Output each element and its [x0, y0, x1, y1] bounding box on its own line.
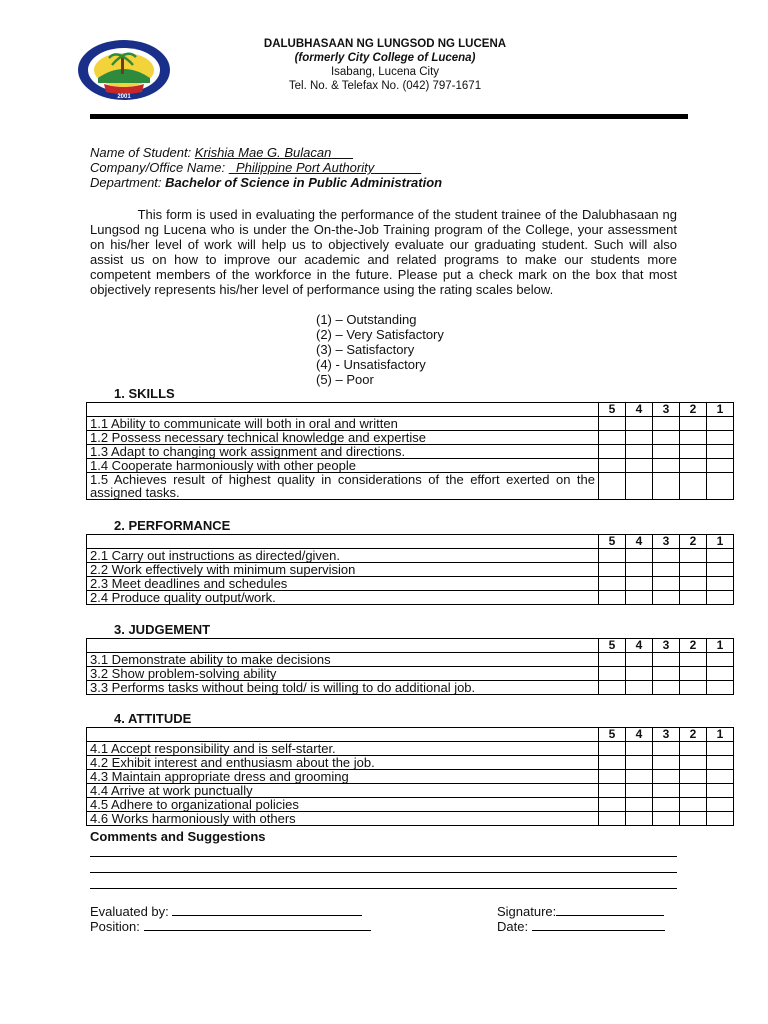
rating-box[interactable] — [680, 756, 707, 770]
rating-box[interactable] — [680, 812, 707, 826]
table-row — [87, 742, 734, 756]
table-row — [87, 812, 734, 826]
table-row — [87, 784, 734, 798]
table-row — [87, 653, 734, 667]
rating-box[interactable] — [599, 784, 626, 798]
col-head-3: 3 — [653, 639, 680, 653]
col-head-1: 1 — [707, 535, 734, 549]
attitude-rating-table — [86, 727, 734, 826]
col-head-5: 5 — [599, 728, 626, 742]
rating-box[interactable] — [707, 459, 734, 473]
rating-box[interactable] — [626, 473, 653, 500]
criterion: 1.1 Ability to communicate will both in oral and written — [87, 417, 599, 431]
rating-box[interactable] — [653, 812, 680, 826]
rating-box[interactable] — [626, 681, 653, 695]
position-field[interactable] — [144, 919, 371, 931]
date-row — [497, 919, 665, 934]
rating-box[interactable] — [653, 549, 680, 563]
rating-box[interactable] — [707, 653, 734, 667]
signature-field[interactable] — [556, 904, 664, 916]
rating-box[interactable] — [626, 577, 653, 591]
rating-box[interactable] — [626, 417, 653, 431]
former-name: (formerly City College of Lucena) — [294, 52, 476, 64]
criterion: 1.2 Possess necessary technical knowledge and expertise — [87, 431, 599, 445]
col-head-4: 4 — [626, 403, 653, 417]
rating-box[interactable] — [626, 431, 653, 445]
criterion: 1.4 Cooperate harmoniously with other people — [87, 459, 599, 473]
institution-name: DALUBHASAAN NG LUNGSOD NG LUCENA — [263, 38, 507, 50]
rating-box[interactable] — [707, 577, 734, 591]
col-head-2: 2 — [680, 728, 707, 742]
table-row — [87, 770, 734, 784]
rating-box[interactable] — [626, 445, 653, 459]
student-name-value: Krishia Mae G. Bulacan — [194, 145, 332, 160]
rating-box[interactable] — [653, 591, 680, 605]
rating-box[interactable] — [626, 742, 653, 756]
comments-title: Comments and Suggestions — [90, 829, 266, 844]
department-label: Department: — [90, 175, 162, 190]
comment-line-2[interactable] — [90, 872, 677, 873]
college-seal-logo — [76, 38, 172, 102]
criterion: 4.4 Arrive at work punctually — [87, 784, 599, 798]
rating-box[interactable] — [626, 756, 653, 770]
table-row — [87, 549, 734, 563]
company-value: Philippine Port Authority — [235, 160, 375, 175]
rating-box[interactable] — [599, 417, 626, 431]
rating-box[interactable] — [707, 549, 734, 563]
rating-box[interactable] — [653, 798, 680, 812]
criterion: 2.1 Carry out instructions as directed/given. — [87, 549, 599, 563]
rating-box[interactable] — [680, 431, 707, 445]
criterion: 1.5 Achieves result of highest quality in considerations of the effort exerted on the assigned tasks. — [87, 473, 599, 500]
col-head-5: 5 — [599, 639, 626, 653]
col-head-2: 2 — [680, 535, 707, 549]
department-row — [90, 175, 442, 190]
table-row — [87, 667, 734, 681]
rating-box[interactable] — [599, 653, 626, 667]
rating-box[interactable] — [626, 798, 653, 812]
rating-box[interactable] — [626, 459, 653, 473]
rating-box[interactable] — [599, 431, 626, 445]
performance-rating-table — [86, 534, 734, 605]
rating-box[interactable] — [653, 473, 680, 500]
rating-box[interactable] — [626, 812, 653, 826]
table-row — [87, 591, 734, 605]
rating-box[interactable] — [599, 459, 626, 473]
criterion: 4.3 Maintain appropriate dress and grooming — [87, 770, 599, 784]
col-head-3: 3 — [653, 403, 680, 417]
rating-box[interactable] — [626, 591, 653, 605]
rating-box[interactable] — [653, 756, 680, 770]
scale-item: (2) – Very Satisfactory — [316, 327, 444, 342]
judgement-rating-table — [86, 638, 734, 695]
col-head-4: 4 — [626, 639, 653, 653]
rating-box[interactable] — [707, 563, 734, 577]
rating-box[interactable] — [653, 563, 680, 577]
criterion: 4.6 Works harmoniously with others — [87, 812, 599, 826]
evaluated-by-label: Evaluated by: — [90, 904, 169, 919]
rating-box[interactable] — [599, 681, 626, 695]
table-row — [87, 798, 734, 812]
rating-box[interactable] — [653, 445, 680, 459]
rating-box[interactable] — [680, 667, 707, 681]
col-head-4: 4 — [626, 535, 653, 549]
scale-item: (5) – Poor — [316, 372, 374, 387]
rating-box[interactable] — [626, 784, 653, 798]
col-head-5: 5 — [599, 535, 626, 549]
rating-box[interactable] — [599, 742, 626, 756]
department-value: Bachelor of Science in Public Administration — [165, 175, 443, 190]
rating-box[interactable] — [599, 577, 626, 591]
date-field[interactable] — [532, 919, 665, 931]
rating-box[interactable] — [653, 431, 680, 445]
table-row — [87, 445, 734, 459]
signature-row — [497, 904, 664, 919]
rating-box[interactable] — [599, 770, 626, 784]
rating-box[interactable] — [653, 577, 680, 591]
rating-box[interactable] — [680, 473, 707, 500]
criterion: 3.3 Performs tasks without being told/ is willing to do additional job. — [87, 681, 599, 695]
student-name-row — [90, 145, 353, 160]
col-head-5: 5 — [599, 403, 626, 417]
rating-box[interactable] — [680, 577, 707, 591]
rating-box[interactable] — [653, 770, 680, 784]
rating-box[interactable] — [707, 445, 734, 459]
criterion: 2.4 Produce quality output/work. — [87, 591, 599, 605]
rating-box[interactable] — [707, 812, 734, 826]
rating-box[interactable] — [626, 667, 653, 681]
rating-box[interactable] — [707, 431, 734, 445]
rating-box[interactable] — [653, 667, 680, 681]
rating-box[interactable] — [707, 742, 734, 756]
rating-box[interactable] — [653, 653, 680, 667]
rating-box[interactable] — [680, 417, 707, 431]
table-row — [87, 563, 734, 577]
rating-scale-legend — [316, 312, 444, 387]
rating-box[interactable] — [707, 756, 734, 770]
rating-box[interactable] — [680, 784, 707, 798]
section-title-skills: 1. SKILLS — [114, 386, 175, 401]
rating-box[interactable] — [680, 591, 707, 605]
rating-box[interactable] — [707, 798, 734, 812]
rating-box[interactable] — [680, 459, 707, 473]
rating-box[interactable] — [680, 770, 707, 784]
rating-box[interactable] — [680, 549, 707, 563]
rating-box[interactable] — [626, 563, 653, 577]
position-label: Position: — [90, 919, 140, 934]
table-row — [87, 459, 734, 473]
section-title-performance: 2. PERFORMANCE — [114, 518, 231, 533]
col-head-4: 4 — [626, 728, 653, 742]
rating-box[interactable] — [707, 591, 734, 605]
rating-box[interactable] — [599, 756, 626, 770]
company-row — [90, 160, 421, 175]
rating-box[interactable] — [680, 798, 707, 812]
col-head-1: 1 — [707, 639, 734, 653]
rating-box[interactable] — [707, 417, 734, 431]
evaluated-by-row — [90, 904, 362, 919]
scale-item: (1) – Outstanding — [316, 312, 417, 327]
criterion: 2.2 Work effectively with minimum supervision — [87, 563, 599, 577]
rating-box[interactable] — [626, 653, 653, 667]
criterion: 4.1 Accept responsibility and is self-starter. — [87, 742, 599, 756]
telephone: Tel. No. & Telefax No. (042) 797-1671 — [288, 80, 482, 92]
comment-line-1[interactable] — [90, 856, 677, 857]
rating-box[interactable] — [707, 667, 734, 681]
evaluated-by-field[interactable] — [172, 904, 362, 916]
table-row — [87, 431, 734, 445]
rating-box[interactable] — [653, 784, 680, 798]
rating-box[interactable] — [599, 591, 626, 605]
instructions-paragraph: This form is used in evaluating the performance of the student trainee of the Dalubhasaan ng Lungsod ng Lucena who is under the On-the-Job Training program of the College, your assessment on his/her level of work will help us to objectively evaluate our graduating student. Such will also assist us on how to improve our academic and related programs to make our students more competent members of the workforce in the future. Please put a check mark on the box that most objectively represents his/her level of performance using the rating scales below. — [90, 207, 677, 297]
table-row — [87, 473, 734, 500]
company-label: Company/Office Name: — [90, 160, 226, 175]
col-head-3: 3 — [653, 728, 680, 742]
rating-box[interactable] — [707, 770, 734, 784]
table-row — [87, 681, 734, 695]
rating-box[interactable] — [680, 445, 707, 459]
rating-box[interactable] — [626, 770, 653, 784]
rating-box[interactable] — [653, 417, 680, 431]
comment-line-3[interactable] — [90, 888, 677, 889]
rating-box[interactable] — [599, 445, 626, 459]
rating-box[interactable] — [707, 784, 734, 798]
student-name-label: Name of Student: — [90, 145, 192, 160]
col-head-3: 3 — [653, 535, 680, 549]
skills-rating-table — [86, 402, 734, 500]
section-title-judgement: 3. JUDGEMENT — [114, 622, 211, 637]
rating-box[interactable] — [653, 459, 680, 473]
rating-box[interactable] — [599, 812, 626, 826]
criterion: 2.3 Meet deadlines and schedules — [87, 577, 599, 591]
criterion: 3.2 Show problem-solving ability — [87, 667, 599, 681]
position-row — [90, 919, 371, 934]
address: Isabang, Lucena City — [330, 66, 440, 78]
table-row — [87, 417, 734, 431]
col-head-2: 2 — [680, 403, 707, 417]
table-row — [87, 577, 734, 591]
rating-box[interactable] — [599, 473, 626, 500]
rating-box[interactable] — [680, 742, 707, 756]
col-head-1: 1 — [707, 403, 734, 417]
scale-item: (3) – Satisfactory — [316, 342, 415, 357]
header-divider — [90, 114, 688, 119]
section-title-attitude: 4. ATTITUDE — [114, 711, 192, 726]
rating-box[interactable] — [680, 653, 707, 667]
rating-box[interactable] — [707, 681, 734, 695]
logo-year: 2001 — [117, 94, 131, 100]
col-head-1: 1 — [707, 728, 734, 742]
rating-box[interactable] — [599, 563, 626, 577]
rating-box[interactable] — [626, 549, 653, 563]
col-head-2: 2 — [680, 639, 707, 653]
rating-box[interactable] — [707, 473, 734, 500]
criterion: 4.5 Adhere to organizational policies — [87, 798, 599, 812]
table-row — [87, 756, 734, 770]
criterion: 1.3 Adapt to changing work assignment and directions. — [87, 445, 599, 459]
rating-box[interactable] — [653, 681, 680, 695]
rating-box[interactable] — [680, 681, 707, 695]
rating-box[interactable] — [599, 549, 626, 563]
rating-box[interactable] — [653, 742, 680, 756]
signature-label: Signature: — [497, 904, 557, 919]
scale-item: (4) - Unsatisfactory — [316, 357, 426, 372]
rating-box[interactable] — [599, 667, 626, 681]
rating-box[interactable] — [680, 563, 707, 577]
date-label: Date: — [497, 919, 529, 934]
criterion: 4.2 Exhibit interest and enthusiasm about the job. — [87, 756, 599, 770]
rating-box[interactable] — [599, 798, 626, 812]
criterion: 3.1 Demonstrate ability to make decisions — [87, 653, 599, 667]
